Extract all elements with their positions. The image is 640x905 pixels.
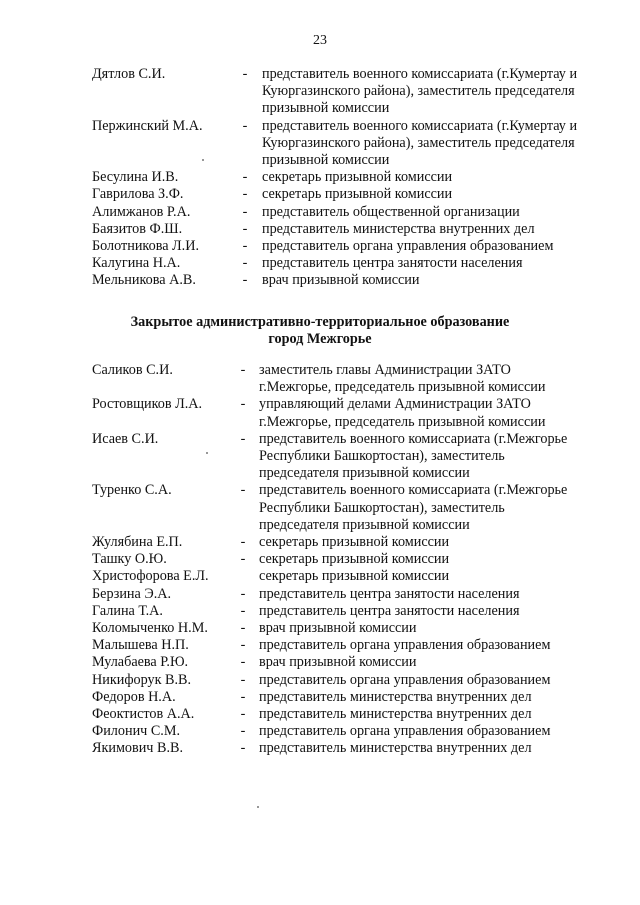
- member-row: [0, 586, 640, 603]
- member-role: представитель органа управления образованием: [259, 723, 551, 740]
- separator-dash: -: [240, 534, 246, 551]
- member-role: представитель военного комиссариата (г.Кумертау и Куюргазинского района), заместитель председателя призывной комиссии: [262, 117, 578, 169]
- separator-dash: -: [242, 220, 248, 237]
- separator-dash: -: [242, 272, 248, 289]
- separator-dash: -: [240, 688, 246, 705]
- member-name: Мулабаева Р.Ю.: [92, 654, 189, 671]
- commission-list-mezhgorye: [0, 362, 640, 758]
- separator-dash: -: [240, 585, 246, 602]
- separator-dash: -: [242, 66, 248, 82]
- member-row: [0, 272, 640, 289]
- separator-dash: -: [242, 186, 248, 203]
- separator-dash: -: [240, 620, 246, 637]
- member-role: врач призывной комиссии: [259, 620, 417, 637]
- member-row: [0, 568, 640, 585]
- separator-dash: -: [242, 203, 248, 220]
- separator-dash: -: [240, 396, 246, 413]
- member-name: Ростовщиков Л.А.: [92, 396, 203, 413]
- member-role: врач призывной комиссии: [262, 272, 420, 289]
- member-name: Берзина Э.А.: [92, 585, 172, 602]
- separator-dash: -: [240, 362, 246, 378]
- member-row: [0, 238, 640, 255]
- member-name: Галина Т.А.: [92, 602, 163, 619]
- member-role: представитель военного комиссариата (г.Межгорье Республики Башкортостан), заместитель председателя призывной комиссии: [259, 430, 568, 482]
- page-number: 23: [313, 33, 327, 48]
- member-name: Бесулина И.В.: [92, 169, 179, 186]
- member-role: секретарь призывной комиссии: [262, 186, 453, 203]
- member-row: [0, 689, 640, 706]
- member-name: Феоктистов А.А.: [92, 706, 195, 723]
- member-row: [0, 723, 640, 740]
- member-row: [0, 620, 640, 637]
- member-role: врач призывной комиссии: [259, 654, 417, 671]
- member-name: Калугина Н.А.: [92, 255, 181, 272]
- member-name: Жулябина Е.П.: [92, 534, 183, 551]
- member-row: [0, 740, 640, 757]
- member-role: представитель министерства внутренних дел: [262, 220, 535, 237]
- member-row: [0, 186, 640, 203]
- member-row: [0, 654, 640, 671]
- member-role: представитель органа управления образованием: [259, 637, 551, 654]
- separator-dash: -: [242, 255, 248, 272]
- member-row: [0, 534, 640, 551]
- member-role: представитель военного комиссариата (г.Кумертау и Куюргазинского района), заместитель председателя призывной комиссии: [262, 66, 578, 117]
- separator-dash: -: [240, 637, 246, 654]
- member-row: [0, 431, 640, 483]
- member-role: представитель министерства внутренних дел: [259, 740, 532, 757]
- member-name: Пержинский М.А.: [92, 117, 203, 134]
- separator-dash: -: [240, 654, 246, 671]
- member-role: представитель центра занятости населения: [259, 585, 520, 602]
- member-name: Мельникова А.В.: [92, 272, 196, 289]
- scan-speck: [257, 806, 259, 808]
- section-heading-line: город Межгорье: [268, 331, 372, 347]
- section-heading-mezhgorye: [0, 314, 640, 348]
- member-role: заместитель главы Администрации ЗАТО г.Межгорье, председатель призывной комиссии: [259, 362, 546, 396]
- member-name: Никифорук В.В.: [92, 671, 192, 688]
- separator-dash: -: [242, 117, 248, 134]
- separator-dash: -: [240, 706, 246, 723]
- member-role: секретарь призывной комиссии: [259, 551, 450, 568]
- member-role: секретарь призывной комиссии: [259, 568, 450, 585]
- scan-speck: [202, 159, 204, 161]
- member-name: Коломыченко Н.М.: [92, 620, 208, 637]
- separator-dash: -: [240, 740, 246, 757]
- separator-dash: -: [240, 671, 246, 688]
- member-role: представитель министерства внутренних дел: [259, 688, 532, 705]
- member-name: Ташку О.Ю.: [92, 551, 167, 568]
- separator-dash: -: [240, 430, 246, 447]
- member-role: секретарь призывной комиссии: [259, 534, 450, 551]
- member-role: представитель министерства внутренних дел: [259, 706, 532, 723]
- commission-list-kumertau: [0, 66, 640, 290]
- member-role: представитель органа управления образованием: [259, 671, 551, 688]
- member-role: представитель центра занятости населения: [262, 255, 523, 272]
- separator-dash: -: [240, 602, 246, 619]
- section-heading-line: Закрытое административно-территориальное образование: [130, 314, 510, 330]
- member-row: [0, 118, 640, 170]
- member-row: [0, 672, 640, 689]
- member-name: Дятлов С.И.: [92, 66, 166, 82]
- member-row: [0, 482, 640, 534]
- member-name: Малышева Н.П.: [92, 637, 189, 654]
- member-row: [0, 637, 640, 654]
- member-name: Болотникова Л.И.: [92, 238, 200, 255]
- member-name: Саликов С.И.: [92, 362, 173, 378]
- member-row: [0, 204, 640, 221]
- member-row: [0, 396, 640, 430]
- member-row: [0, 66, 640, 118]
- member-name: Алимжанов Р.А.: [92, 203, 191, 220]
- scan-speck: [206, 452, 208, 454]
- member-role: представитель центра занятости населения: [259, 602, 520, 619]
- member-row: [0, 255, 640, 272]
- member-row: [0, 221, 640, 238]
- member-role: управляющий делами Администрации ЗАТО г.Межгорье, председатель призывной комиссии: [259, 396, 546, 430]
- member-name: Туренко С.А.: [92, 482, 172, 499]
- member-name: Христофорова Е.Л.: [92, 568, 209, 585]
- member-row: [0, 551, 640, 568]
- member-role: секретарь призывной комиссии: [262, 169, 453, 186]
- member-name: Якимович В.В.: [92, 740, 184, 757]
- member-role: представитель военного комиссариата (г.Межгорье Республики Башкортостан), заместитель председателя призывной комиссии: [259, 482, 568, 533]
- separator-dash: -: [240, 551, 246, 568]
- separator-dash: -: [240, 723, 246, 740]
- separator-dash: -: [240, 482, 246, 499]
- member-row: [0, 362, 640, 396]
- member-role: представитель органа управления образованием: [262, 238, 554, 255]
- member-row: [0, 603, 640, 620]
- member-name: Филонич С.М.: [92, 723, 181, 740]
- member-row: [0, 169, 640, 186]
- separator-dash: -: [242, 169, 248, 186]
- separator-dash: -: [242, 238, 248, 255]
- member-name: Исаев С.И.: [92, 430, 159, 447]
- member-name: Баязитов Ф.Ш.: [92, 220, 183, 237]
- member-name: Федоров Н.А.: [92, 688, 176, 705]
- member-row: [0, 706, 640, 723]
- member-name: Гаврилова З.Ф.: [92, 186, 184, 203]
- member-role: представитель общественной организации: [262, 203, 520, 220]
